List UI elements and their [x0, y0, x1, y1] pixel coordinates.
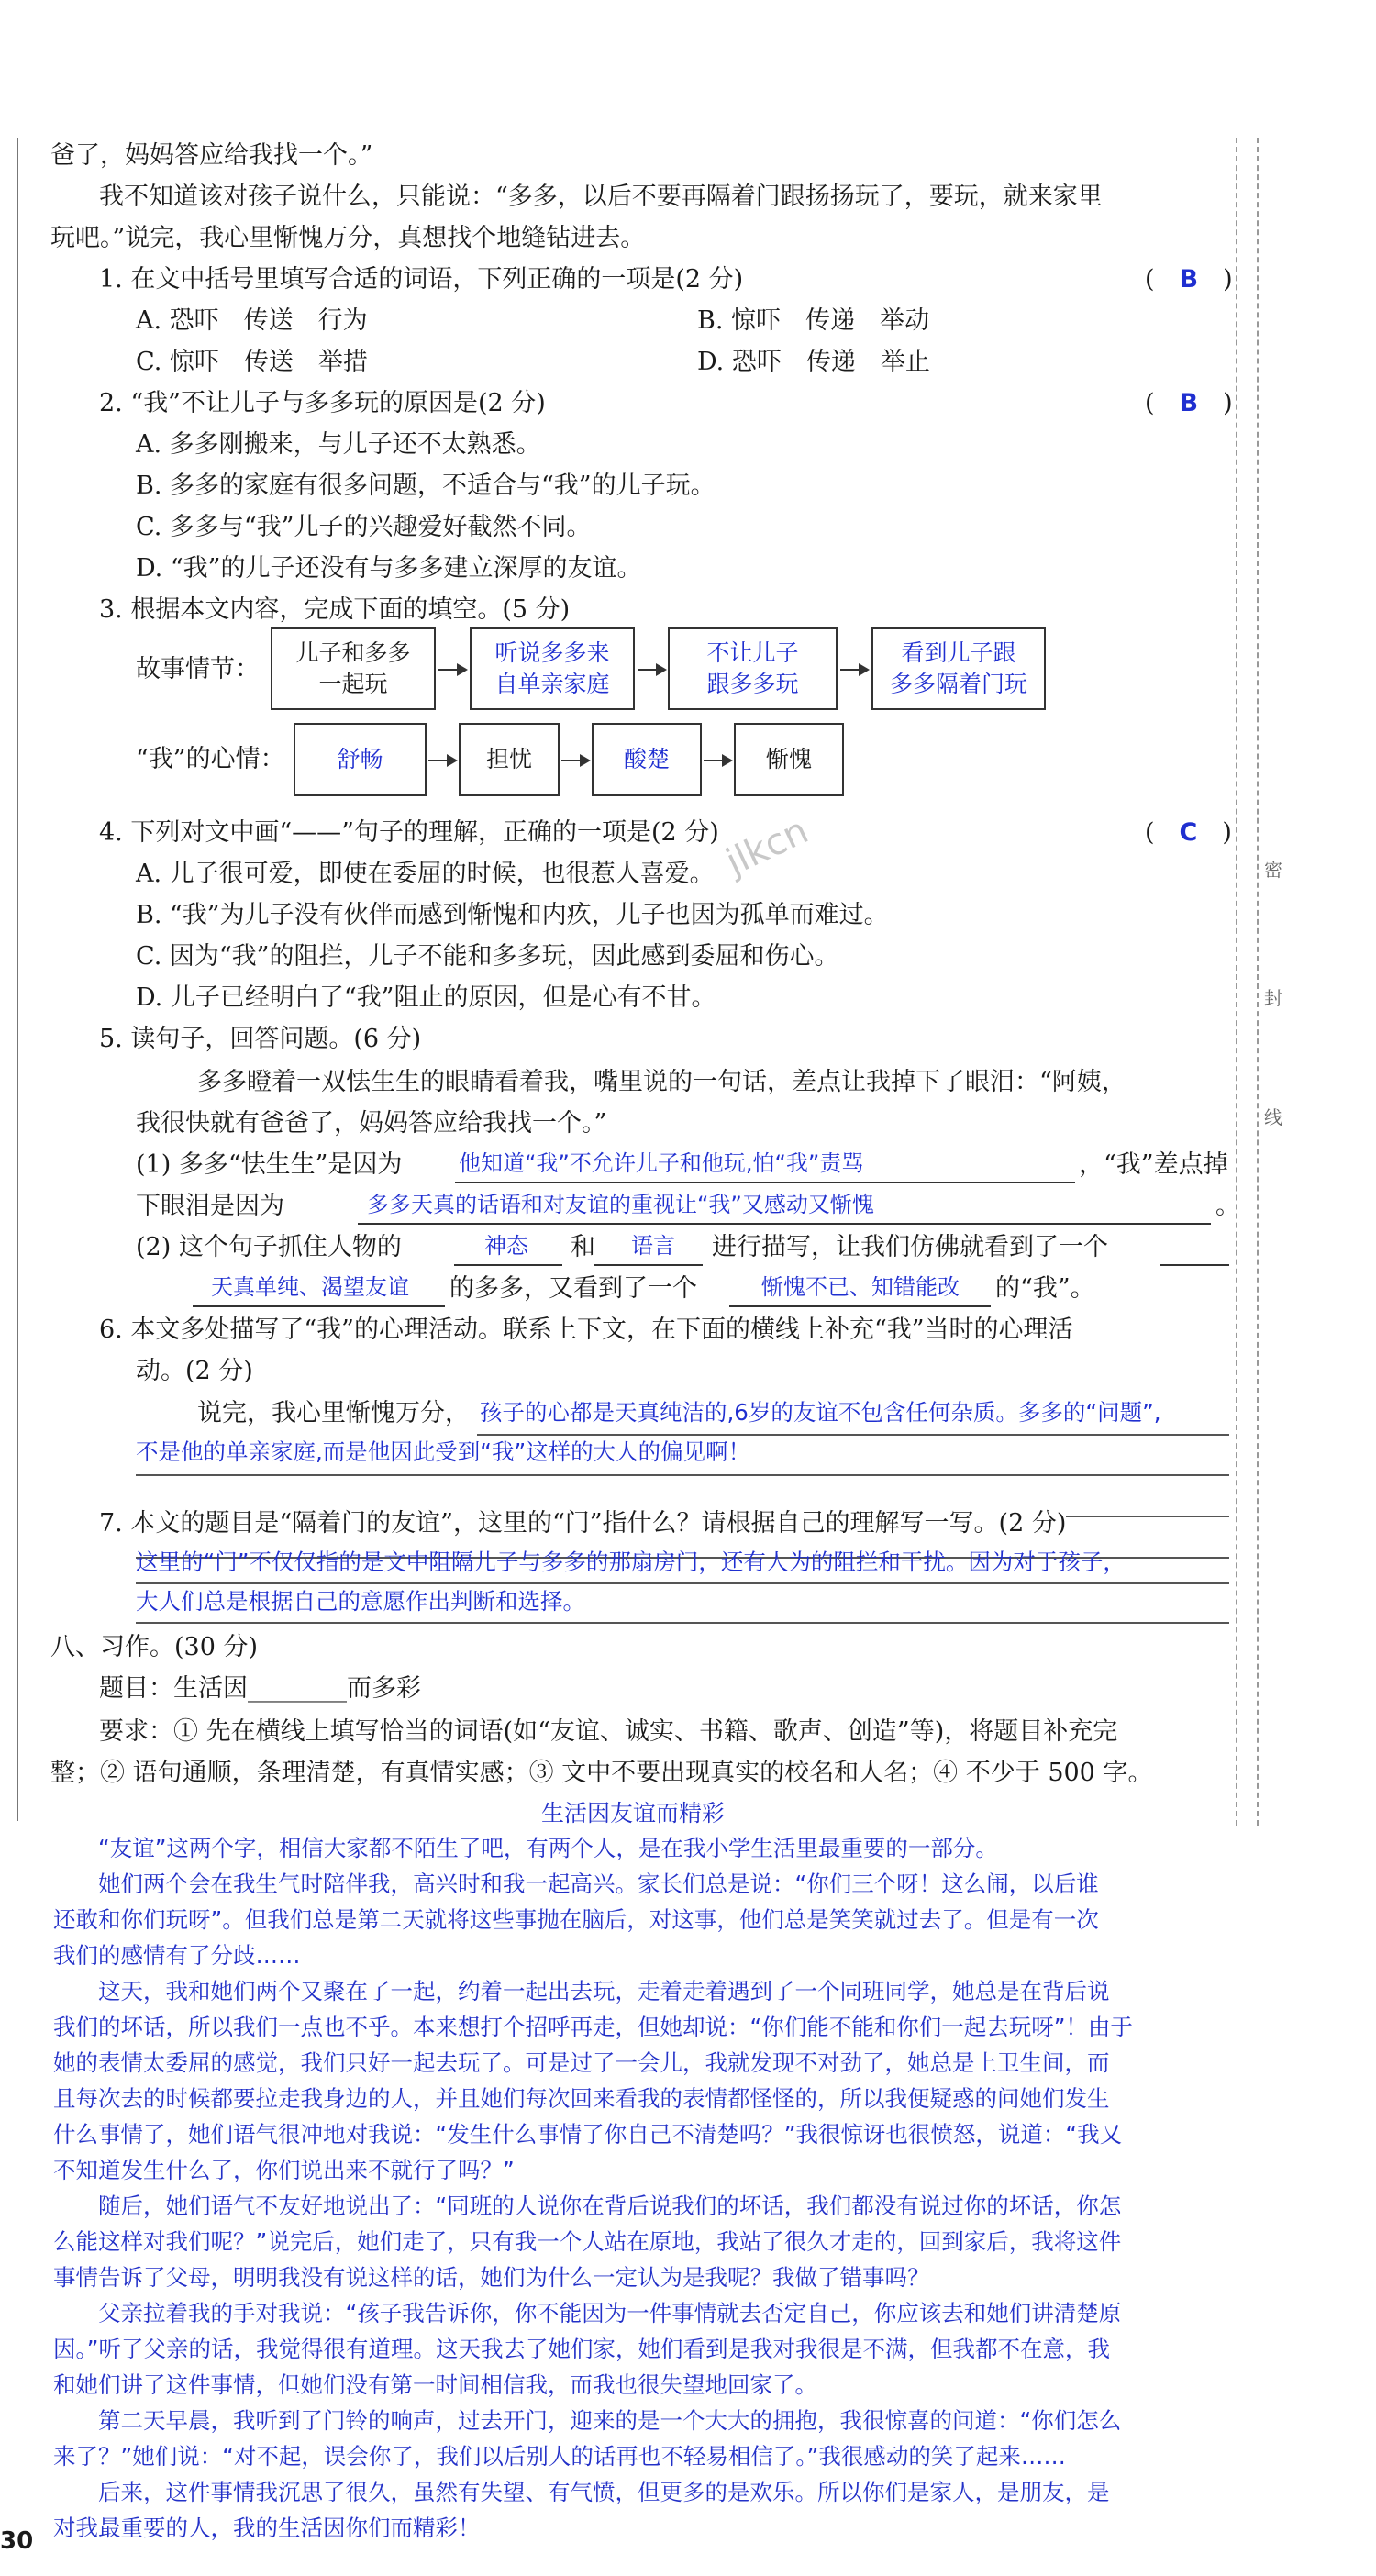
q5-p2-text-b: 和	[571, 1233, 595, 1261]
q4-option-d: D. 儿子已经明白了“我”阻止的原因，但是心有不甘。	[136, 983, 716, 1012]
mood-arrow-3	[704, 760, 731, 761]
essay-line: 和她们讲了这件事情，但她们没有第一时间相信我，而我也很失望地回家了。	[53, 2371, 817, 2398]
essay-line: 我们的感情有了分歧……	[53, 1942, 301, 1969]
part8-heading: 八、习作。(30 分)	[50, 1633, 259, 1661]
essay-line: 什么事情了，她们语气很冲地对我说：“发生什么事情了你自己不清楚吗？”我很惊讶也很愤怒，说道：“我又	[53, 2121, 1123, 2148]
q2-option-d: D. “我”的儿子还没有与多多建立深厚的友谊。	[136, 554, 642, 583]
q1-option-d: D. 恐吓 传递 举止	[697, 348, 930, 376]
essay-line: 这天，我和她们两个又聚在了一起，约着一起出去玩，走着走着遇到了一个同班同学，她总是在背后说	[53, 1978, 1110, 2004]
q5-p1-text-c: 下眼泪是因为	[136, 1192, 284, 1220]
passage-line-1: 爸了，妈妈答应给我找一个。”	[50, 141, 373, 170]
seal-char-2: 封	[1264, 987, 1282, 1009]
q4-stem: 4. 下列对文中画“——”句子的理解，正确的一项是(2 分)	[99, 818, 719, 847]
plot-box-1: 儿子和多多 一起玩	[271, 627, 436, 710]
part8-title-prompt: 题目：生活因________而多彩	[99, 1674, 421, 1703]
plot-arrow-3	[840, 669, 868, 671]
seal-char-3: 线	[1264, 1106, 1282, 1128]
mood-box-1: 舒畅	[294, 723, 427, 796]
q5-p1-text-a: (1) 多多“怯生生”是因为	[136, 1150, 403, 1179]
q2-answer: B	[1179, 389, 1199, 417]
essay-line: 因。”听了父亲的话，我觉得很有道理。这天我去了她们家，她们看到是我对我很是不满，但我都不在意，我	[53, 2336, 1110, 2362]
mood-arrow-2	[561, 760, 589, 761]
q2-option-b: B. 多多的家庭有很多问题，不适合与“我”的儿子玩。	[136, 472, 716, 500]
q1-answer: B	[1179, 265, 1199, 294]
essay-line: 第二天早晨，我听到了门铃的响声，过去开门，迎来的是一个大大的拥抱，我很惊喜的问道：“你们怎么	[53, 2407, 1122, 2434]
essay-line: 事情告诉了父母，明明我没有说这样的话，她们为什么一定认为是我呢？我做了错事吗？	[53, 2264, 930, 2291]
plot-box-3: 不让儿子 跟多多玩	[668, 627, 838, 710]
essay-line: 她的表情太委屈的感觉，我们只好一起去玩了。可是过了一会儿，我就发现不对劲了，她总是上卫生间，而	[53, 2049, 1110, 2076]
q6-stem-line-1: 6. 本文多处描写了“我”的心理活动。联系上下文，在下面的横线上补充“我”当时的心理活	[99, 1316, 1073, 1344]
q7-writing-line-1	[136, 1582, 1229, 1584]
q3-stem: 3. 根据本文内容，完成下面的填空。(5 分)	[99, 595, 571, 624]
essay-line: 来了？”她们说：“对不起，误会你了，我们以后别人的话再也不轻易相信了。”我很感动的笑了起来……	[53, 2443, 1066, 2470]
q4-option-b: B. “我”为儿子没有伙伴而感到惭愧和内疚，儿子也因为孤单而难过。	[136, 901, 889, 929]
q5-p2-answer-3: 天真单纯、渴望友谊	[211, 1274, 409, 1300]
q4-answer: C	[1179, 818, 1198, 847]
seal-dash-line-2	[1257, 138, 1259, 1826]
watermark: jlkcn	[719, 809, 816, 884]
q5-quote-line-2: 我很快就有爸爸了，妈妈答应给我找一个。”	[136, 1109, 607, 1138]
q5-p2-answer-1: 神态	[484, 1233, 528, 1259]
essay-line: 我们的坏话，所以我们一点也不乎。本来想打个招呼再走，但她却说：“你们能不能和你们一起去玩呀”！由于	[53, 2014, 1133, 2040]
q1-answer-bracket: ( B )	[1145, 265, 1233, 294]
seal-dash-line-1	[1236, 138, 1237, 1826]
q5-quote-line-1: 多多瞪着一双怯生生的眼睛看着我，嘴里说的一句话，差点让我掉下了眼泪：“阿姨，	[197, 1068, 1126, 1096]
plot-label: 故事情节：	[136, 655, 260, 683]
q2-option-c: C. 多多与“我”儿子的兴趣爱好截然不同。	[136, 513, 592, 541]
essay-line: 后来，这件事情我沉思了很久，虽然有失望、有气愤，但更多的是欢乐。所以你们是家人，是朋友，是	[53, 2479, 1110, 2505]
mood-box-3: 酸楚	[592, 723, 702, 796]
q5-p2-answer-4: 惭愧不已、知错能改	[761, 1274, 960, 1300]
essay-body	[53, 1830, 1133, 2546]
q6-lead: 说完，我心里惭愧万分，	[197, 1399, 470, 1427]
q2-stem: 2. “我”不让儿子与多多玩的原因是(2 分)	[99, 389, 546, 417]
passage-line-2: 我不知道该对孩子说什么，只能说：“多多，以后不要再隔着门跟扬扬玩了，要玩，就来家里	[99, 183, 1103, 211]
seal-char-1: 密	[1264, 859, 1282, 881]
q1-option-b: B. 惊吓 传递 举动	[697, 306, 930, 335]
q6-writing-line-2	[136, 1474, 1229, 1476]
q7-answer-line-1: 这里的“门”不仅仅指的是文中阻隔儿子与多多的那扇房门，还有人为的阻拦和干扰。因为对于孩子，	[136, 1549, 1126, 1575]
q5-p1-answer-2: 多多天真的话语和对友谊的重视让“我”又感动又惭愧	[367, 1192, 874, 1217]
q7-stem: 7. 本文的题目是“隔着门的友谊”，这里的“门”指什么？请根据自己的理解写一写。(2 分)	[99, 1507, 1066, 1540]
q6-answer-line-1: 孩子的心都是天真纯洁的,6岁的友谊不包含任何杂质。多多的“问题”,	[480, 1399, 1161, 1426]
essay-line: 不知道发生什么了，你们说出来不就行了吗？”	[53, 2157, 515, 2183]
q2-answer-bracket: ( B )	[1145, 389, 1233, 417]
mood-box-2: 担忧	[459, 723, 560, 796]
plot-box-2: 听说多多来 自单亲家庭	[470, 627, 635, 710]
essay-line: 随后，她们语气不友好地说出了：“同班的人说你在背后说我们的坏话，我们都没有说过你的坏话，你怎	[53, 2193, 1122, 2219]
q5-p1-text-d: 。	[1215, 1192, 1240, 1220]
plot-box-4: 看到儿子跟 多多隔着门玩	[871, 627, 1046, 710]
q1-option-c: C. 惊吓 传送 举措	[136, 348, 368, 376]
q6-answer-line-2: 不是他的单亲家庭,而是他因此受到“我”这样的大人的偏见啊！	[136, 1438, 751, 1465]
part8-requirements-1: 要求：① 先在横线上填写恰当的词语(如“友谊、诚实、书籍、歌声、创造”等)，将题目补充完	[99, 1717, 1118, 1746]
mood-arrow-1	[428, 760, 456, 761]
mood-label: “我”的心情：	[136, 745, 285, 773]
q4-option-c: C. 因为“我”的阻拦，儿子不能和多多玩，因此感到委屈和伤心。	[136, 942, 839, 971]
part8-requirements-2: 整；② 语句通顺，条理清楚，有真情实感；③ 文中不要出现真实的校名和人名；④ 不少于 500 字。	[50, 1759, 1153, 1787]
q5-p2-text-a: (2) 这个句子抓住人物的	[136, 1233, 402, 1261]
q5-p2-answer-2: 语言	[631, 1233, 675, 1259]
q4-answer-bracket: ( C )	[1145, 818, 1232, 847]
q5-p2-text-d: 的多多，又看到了一个	[449, 1274, 697, 1303]
q7-answer-line-2: 大人们总是根据自己的意愿作出判断和选择。	[136, 1588, 585, 1615]
essay-line: 还敢和你们玩呀”。但我们总是第二天就将这些事抛在脑后，对这事，他们总是笑笑就过去了。但是有一次	[53, 1906, 1099, 1933]
q4-option-a: A. 儿子很可爱，即使在委屈的时候，也很惹人喜爱。	[136, 860, 715, 888]
q6-stem-line-2: 动。(2 分)	[136, 1357, 253, 1385]
essay-title: 生活因友谊而精彩	[541, 1800, 726, 1827]
q2-option-a: A. 多多刚搬来，与儿子还不太熟悉。	[136, 430, 541, 459]
q5-p2-text-c: 进行描写，让我们仿佛就看到了一个	[712, 1233, 1108, 1261]
essay-line: “友谊”这两个字，相信大家都不陌生了吧，有两个人，是在我小学生活里最重要的一部分。	[53, 1835, 998, 1861]
essay-line: 父亲拉着我的手对我说：“孩子我告诉你，你不能因为一件事情就去否定自己，你应该去和她们讲清楚原	[53, 2300, 1122, 2326]
q7-writing-line-2	[136, 1622, 1229, 1624]
q5-p2-text-e: 的“我”。	[995, 1274, 1095, 1303]
plot-arrow-1	[438, 669, 466, 671]
q5-p1-text-b: ，“我”差点掉	[1079, 1150, 1228, 1179]
essay-line: 且每次去的时候都要拉走我身边的人，并且她们每次回来看我的表情都怪怪的，所以我便疑惑的问她们发生	[53, 2085, 1110, 2112]
passage-line-3: 玩吧。”说完，我心里惭愧万分，真想找个地缝钻进去。	[50, 224, 646, 252]
q1-option-a: A. 恐吓 传送 行为	[136, 306, 368, 335]
essay-line: 她们两个会在我生气时陪伴我，高兴时和我一起高兴。家长们总是说：“你们三个呀！这么闹，以后谁	[53, 1871, 1099, 1897]
page-number: 30	[0, 2527, 34, 2555]
left-rule	[17, 138, 18, 1821]
plot-arrow-2	[638, 669, 665, 671]
q5-stem: 5. 读句子，回答问题。(6 分)	[99, 1025, 422, 1053]
q1-stem: 1. 在文中括号里填写合适的词语，下列正确的一项是(2 分)	[99, 265, 744, 294]
q5-p1-answer-1: 他知道“我”不允许儿子和他玩,怕“我”责骂	[459, 1150, 864, 1176]
q5-p2-blank-3a	[1160, 1233, 1229, 1266]
mood-box-4: 惭愧	[734, 723, 844, 796]
essay-line: 么能这样对我们呢？”说完后，她们走了，只有我一个人站在原地，我站了很久才走的，回到家后，我将这件	[53, 2228, 1122, 2255]
essay-line: 对我最重要的人，我的生活因你们而精彩！	[53, 2515, 481, 2541]
